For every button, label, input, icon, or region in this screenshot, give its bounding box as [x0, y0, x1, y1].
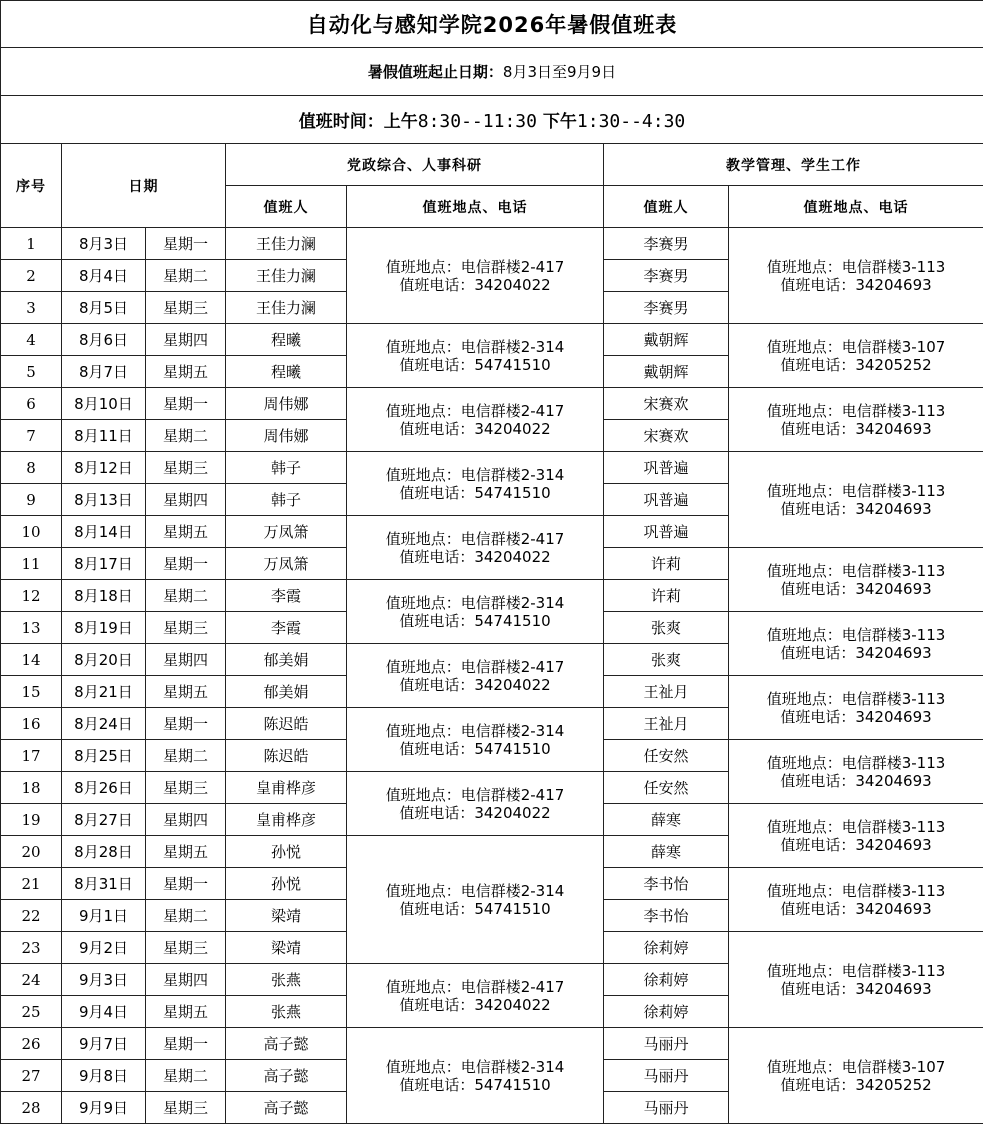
duty-person-teaching: 宋赛欢	[604, 420, 729, 452]
duty-person-admin: 孙悦	[226, 836, 347, 868]
row-date: 8月6日	[62, 324, 146, 356]
row-index: 16	[1, 708, 62, 740]
duty-person-admin: 韩子	[226, 452, 347, 484]
location-place: 值班地点：电信群楼3-113	[729, 482, 983, 500]
row-date: 8月19日	[62, 612, 146, 644]
row-index: 26	[1, 1028, 62, 1060]
location-admin	[347, 580, 604, 644]
row-date: 8月26日	[62, 772, 146, 804]
location-admin	[347, 452, 604, 516]
duty-person-teaching: 马丽丹	[604, 1028, 729, 1060]
duty-person-teaching: 马丽丹	[604, 1092, 729, 1124]
row-index: 5	[1, 356, 62, 388]
row-weekday: 星期一	[146, 708, 226, 740]
am-time: 8:30--11:30	[418, 111, 537, 132]
location-place: 值班地点：电信群楼2-417	[347, 658, 603, 676]
row-index: 9	[1, 484, 62, 516]
row-index: 3	[1, 292, 62, 324]
duty-person-teaching: 张爽	[604, 612, 729, 644]
row-weekday: 星期二	[146, 740, 226, 772]
row-date: 8月18日	[62, 580, 146, 612]
table-row	[1, 324, 983, 356]
location-place: 值班地点：电信群楼2-417	[347, 402, 603, 420]
row-weekday: 星期四	[146, 804, 226, 836]
row-index: 22	[1, 900, 62, 932]
duty-person-admin: 梁靖	[226, 900, 347, 932]
row-weekday: 星期三	[146, 772, 226, 804]
header-group-b: 教学管理、学生工作	[604, 144, 983, 186]
duty-time-label: 值班时间：	[299, 112, 384, 132]
duty-person-admin: 周伟娜	[226, 388, 347, 420]
row-date: 8月17日	[62, 548, 146, 580]
duty-person-admin: 高子懿	[226, 1028, 347, 1060]
location-phone: 值班电话：34204693	[729, 580, 983, 598]
row-date: 9月1日	[62, 900, 146, 932]
table-row	[1, 388, 983, 420]
location-teaching	[729, 228, 983, 324]
row-index: 10	[1, 516, 62, 548]
duty-person-teaching: 李书怡	[604, 900, 729, 932]
row-weekday: 星期一	[146, 388, 226, 420]
row-weekday: 星期三	[146, 452, 226, 484]
row-date: 8月4日	[62, 260, 146, 292]
duty-person-admin: 高子懿	[226, 1060, 347, 1092]
row-index: 14	[1, 644, 62, 676]
location-phone: 值班电话：34204022	[347, 676, 603, 694]
row-date: 9月8日	[62, 1060, 146, 1092]
row-weekday: 星期三	[146, 612, 226, 644]
duty-person-admin: 郁美娟	[226, 676, 347, 708]
row-date: 8月3日	[62, 228, 146, 260]
row-index: 24	[1, 964, 62, 996]
row-date: 8月14日	[62, 516, 146, 548]
location-phone: 值班电话：34204022	[347, 996, 603, 1014]
duty-person-admin: 皇甫桦彦	[226, 772, 347, 804]
location-teaching	[729, 548, 983, 612]
location-place: 值班地点：电信群楼2-314	[347, 466, 603, 484]
location-teaching	[729, 388, 983, 452]
duty-person-teaching: 许莉	[604, 580, 729, 612]
row-weekday: 星期三	[146, 932, 226, 964]
duty-person-teaching: 李赛男	[604, 292, 729, 324]
location-place: 值班地点：电信群楼3-113	[729, 690, 983, 708]
duty-person-admin: 陈迟皓	[226, 740, 347, 772]
location-place: 值班地点：电信群楼3-113	[729, 882, 983, 900]
duty-person-admin: 万凤箫	[226, 516, 347, 548]
pm-label: 下午	[543, 112, 577, 132]
duty-person-teaching: 戴朝辉	[604, 356, 729, 388]
row-weekday: 星期一	[146, 548, 226, 580]
location-admin	[347, 644, 604, 708]
row-index: 18	[1, 772, 62, 804]
duty-person-teaching: 徐莉婷	[604, 932, 729, 964]
row-index: 15	[1, 676, 62, 708]
date-range-label: 暑假值班起止日期：	[368, 63, 503, 81]
location-phone: 值班电话：34204022	[347, 804, 603, 822]
duty-person-admin: 孙悦	[226, 868, 347, 900]
location-phone: 值班电话：34204693	[729, 708, 983, 726]
duty-person-teaching: 任安然	[604, 772, 729, 804]
duty-person-teaching: 徐莉婷	[604, 964, 729, 996]
row-date: 8月11日	[62, 420, 146, 452]
location-place: 值班地点：电信群楼2-314	[347, 1058, 603, 1076]
row-index: 1	[1, 228, 62, 260]
row-weekday: 星期二	[146, 1060, 226, 1092]
row-weekday: 星期一	[146, 228, 226, 260]
duty-person-admin: 李霞	[226, 612, 347, 644]
location-place: 值班地点：电信群楼3-113	[729, 402, 983, 420]
location-admin	[347, 388, 604, 452]
row-date: 8月7日	[62, 356, 146, 388]
row-weekday: 星期四	[146, 644, 226, 676]
header-date: 日期	[62, 144, 226, 228]
location-place: 值班地点：电信群楼2-314	[347, 722, 603, 740]
row-weekday: 星期二	[146, 420, 226, 452]
duty-person-teaching: 宋赛欢	[604, 388, 729, 420]
duty-person-admin: 高子懿	[226, 1092, 347, 1124]
location-phone: 值班电话：34205252	[729, 1076, 983, 1094]
duty-person-admin: 王佳力澜	[226, 260, 347, 292]
duty-person-teaching: 巩普遍	[604, 516, 729, 548]
row-index: 13	[1, 612, 62, 644]
duty-person-teaching: 徐莉婷	[604, 996, 729, 1028]
duty-person-admin: 程曦	[226, 356, 347, 388]
row-date: 9月7日	[62, 1028, 146, 1060]
table-row	[1, 1028, 983, 1060]
row-date: 9月3日	[62, 964, 146, 996]
location-phone: 值班电话：54741510	[347, 484, 603, 502]
row-index: 12	[1, 580, 62, 612]
row-date: 8月25日	[62, 740, 146, 772]
row-weekday: 星期二	[146, 580, 226, 612]
location-admin	[347, 516, 604, 580]
row-weekday: 星期二	[146, 260, 226, 292]
row-weekday: 星期一	[146, 868, 226, 900]
row-date: 8月21日	[62, 676, 146, 708]
row-index: 17	[1, 740, 62, 772]
row-index: 11	[1, 548, 62, 580]
duty-person-admin: 张燕	[226, 964, 347, 996]
duty-person-admin: 张燕	[226, 996, 347, 1028]
header-person-a: 值班人	[226, 186, 347, 228]
row-date: 9月4日	[62, 996, 146, 1028]
row-date: 9月2日	[62, 932, 146, 964]
location-phone: 值班电话：54741510	[347, 900, 603, 918]
duty-person-teaching: 马丽丹	[604, 1060, 729, 1092]
row-date: 8月12日	[62, 452, 146, 484]
location-phone: 值班电话：54741510	[347, 740, 603, 758]
row-index: 19	[1, 804, 62, 836]
location-phone: 值班电话：34204693	[729, 644, 983, 662]
location-teaching	[729, 868, 983, 932]
location-phone: 值班电话：34204693	[729, 836, 983, 854]
duty-person-admin: 周伟娜	[226, 420, 347, 452]
row-index: 6	[1, 388, 62, 420]
duty-time-row	[1, 96, 983, 144]
duty-person-admin: 皇甫桦彦	[226, 804, 347, 836]
location-place: 值班地点：电信群楼2-314	[347, 338, 603, 356]
duty-person-admin: 郁美娟	[226, 644, 347, 676]
row-weekday: 星期三	[146, 1092, 226, 1124]
location-phone: 值班电话：34204693	[729, 500, 983, 518]
row-index: 20	[1, 836, 62, 868]
row-index: 7	[1, 420, 62, 452]
location-phone: 值班电话：34204693	[729, 276, 983, 294]
location-place: 值班地点：电信群楼2-417	[347, 786, 603, 804]
duty-person-admin: 万凤箫	[226, 548, 347, 580]
location-place: 值班地点：电信群楼3-113	[729, 754, 983, 772]
row-weekday: 星期五	[146, 356, 226, 388]
header-location-b: 值班地点、电话	[729, 186, 983, 228]
location-admin	[347, 324, 604, 388]
table-row	[1, 228, 983, 260]
header-group-a: 党政综合、人事科研	[226, 144, 604, 186]
row-weekday: 星期四	[146, 324, 226, 356]
location-phone: 值班电话：34205252	[729, 356, 983, 374]
pm-time: 1:30--4:30	[577, 111, 685, 132]
location-teaching	[729, 1028, 983, 1124]
header-person-b: 值班人	[604, 186, 729, 228]
location-place: 值班地点：电信群楼3-113	[729, 962, 983, 980]
header-location-a: 值班地点、电话	[347, 186, 604, 228]
row-index: 21	[1, 868, 62, 900]
am-label: 上午	[384, 112, 418, 132]
location-teaching	[729, 676, 983, 740]
duty-person-teaching: 巩普遍	[604, 452, 729, 484]
duty-person-teaching: 薛寒	[604, 804, 729, 836]
location-place: 值班地点：电信群楼2-417	[347, 258, 603, 276]
row-index: 23	[1, 932, 62, 964]
location-admin	[347, 228, 604, 324]
row-index: 4	[1, 324, 62, 356]
location-admin	[347, 964, 604, 1028]
location-teaching	[729, 740, 983, 804]
duty-person-teaching: 戴朝辉	[604, 324, 729, 356]
location-admin	[347, 772, 604, 836]
duty-person-teaching: 李赛男	[604, 260, 729, 292]
row-weekday: 星期五	[146, 836, 226, 868]
row-date: 8月31日	[62, 868, 146, 900]
row-date: 8月28日	[62, 836, 146, 868]
location-place: 值班地点：电信群楼2-417	[347, 978, 603, 996]
row-date: 8月24日	[62, 708, 146, 740]
location-place: 值班地点：电信群楼3-113	[729, 818, 983, 836]
location-admin	[347, 708, 604, 772]
duty-person-teaching: 李赛男	[604, 228, 729, 260]
row-weekday: 星期四	[146, 964, 226, 996]
row-index: 27	[1, 1060, 62, 1092]
location-phone: 值班电话：34204693	[729, 772, 983, 790]
row-weekday: 星期二	[146, 900, 226, 932]
header-index: 序号	[1, 144, 62, 228]
location-place: 值班地点：电信群楼3-113	[729, 562, 983, 580]
duty-person-teaching: 巩普遍	[604, 484, 729, 516]
location-phone: 值班电话：34204693	[729, 980, 983, 998]
duty-person-admin: 韩子	[226, 484, 347, 516]
location-admin	[347, 836, 604, 964]
date-range-value: 8月3日至9月9日	[503, 63, 616, 81]
row-date: 8月5日	[62, 292, 146, 324]
location-phone: 值班电话：34204022	[347, 548, 603, 566]
duty-person-teaching: 王祉月	[604, 676, 729, 708]
duty-person-teaching: 许莉	[604, 548, 729, 580]
page-title: 自动化与感知学院2026年暑假值班表	[1, 1, 983, 48]
row-date: 8月20日	[62, 644, 146, 676]
location-place: 值班地点：电信群楼2-314	[347, 594, 603, 612]
duty-person-admin: 李霞	[226, 580, 347, 612]
location-admin	[347, 1028, 604, 1124]
duty-person-admin: 梁靖	[226, 932, 347, 964]
location-place: 值班地点：电信群楼3-113	[729, 258, 983, 276]
location-phone: 值班电话：34204693	[729, 420, 983, 438]
duty-person-teaching: 李书怡	[604, 868, 729, 900]
location-phone: 值班电话：34204022	[347, 276, 603, 294]
row-index: 2	[1, 260, 62, 292]
duty-person-teaching: 薛寒	[604, 836, 729, 868]
table-row	[1, 452, 983, 484]
duty-person-teaching: 王祉月	[604, 708, 729, 740]
location-place: 值班地点：电信群楼2-417	[347, 530, 603, 548]
row-index: 25	[1, 996, 62, 1028]
duty-person-admin: 程曦	[226, 324, 347, 356]
row-weekday: 星期五	[146, 996, 226, 1028]
location-place: 值班地点：电信群楼3-113	[729, 626, 983, 644]
duty-person-admin: 王佳力澜	[226, 292, 347, 324]
duty-person-admin: 陈迟皓	[226, 708, 347, 740]
location-teaching	[729, 324, 983, 388]
row-weekday: 星期四	[146, 484, 226, 516]
date-range-row	[1, 48, 983, 96]
location-place: 值班地点：电信群楼2-314	[347, 882, 603, 900]
location-teaching	[729, 452, 983, 548]
duty-person-teaching: 任安然	[604, 740, 729, 772]
location-place: 值班地点：电信群楼3-107	[729, 1058, 983, 1076]
row-index: 8	[1, 452, 62, 484]
location-teaching	[729, 804, 983, 868]
row-date: 8月27日	[62, 804, 146, 836]
row-date: 8月10日	[62, 388, 146, 420]
row-weekday: 星期三	[146, 292, 226, 324]
location-place: 值班地点：电信群楼3-107	[729, 338, 983, 356]
location-phone: 值班电话：54741510	[347, 612, 603, 630]
row-weekday: 星期一	[146, 1028, 226, 1060]
row-weekday: 星期五	[146, 676, 226, 708]
location-phone: 值班电话：54741510	[347, 356, 603, 374]
location-phone: 值班电话：34204022	[347, 420, 603, 438]
duty-person-admin: 王佳力澜	[226, 228, 347, 260]
location-teaching	[729, 932, 983, 1028]
duty-person-teaching: 张爽	[604, 644, 729, 676]
location-teaching	[729, 612, 983, 676]
row-date: 9月9日	[62, 1092, 146, 1124]
location-phone: 值班电话：34204693	[729, 900, 983, 918]
location-phone: 值班电话：54741510	[347, 1076, 603, 1094]
row-date: 8月13日	[62, 484, 146, 516]
row-weekday: 星期五	[146, 516, 226, 548]
row-index: 28	[1, 1092, 62, 1124]
